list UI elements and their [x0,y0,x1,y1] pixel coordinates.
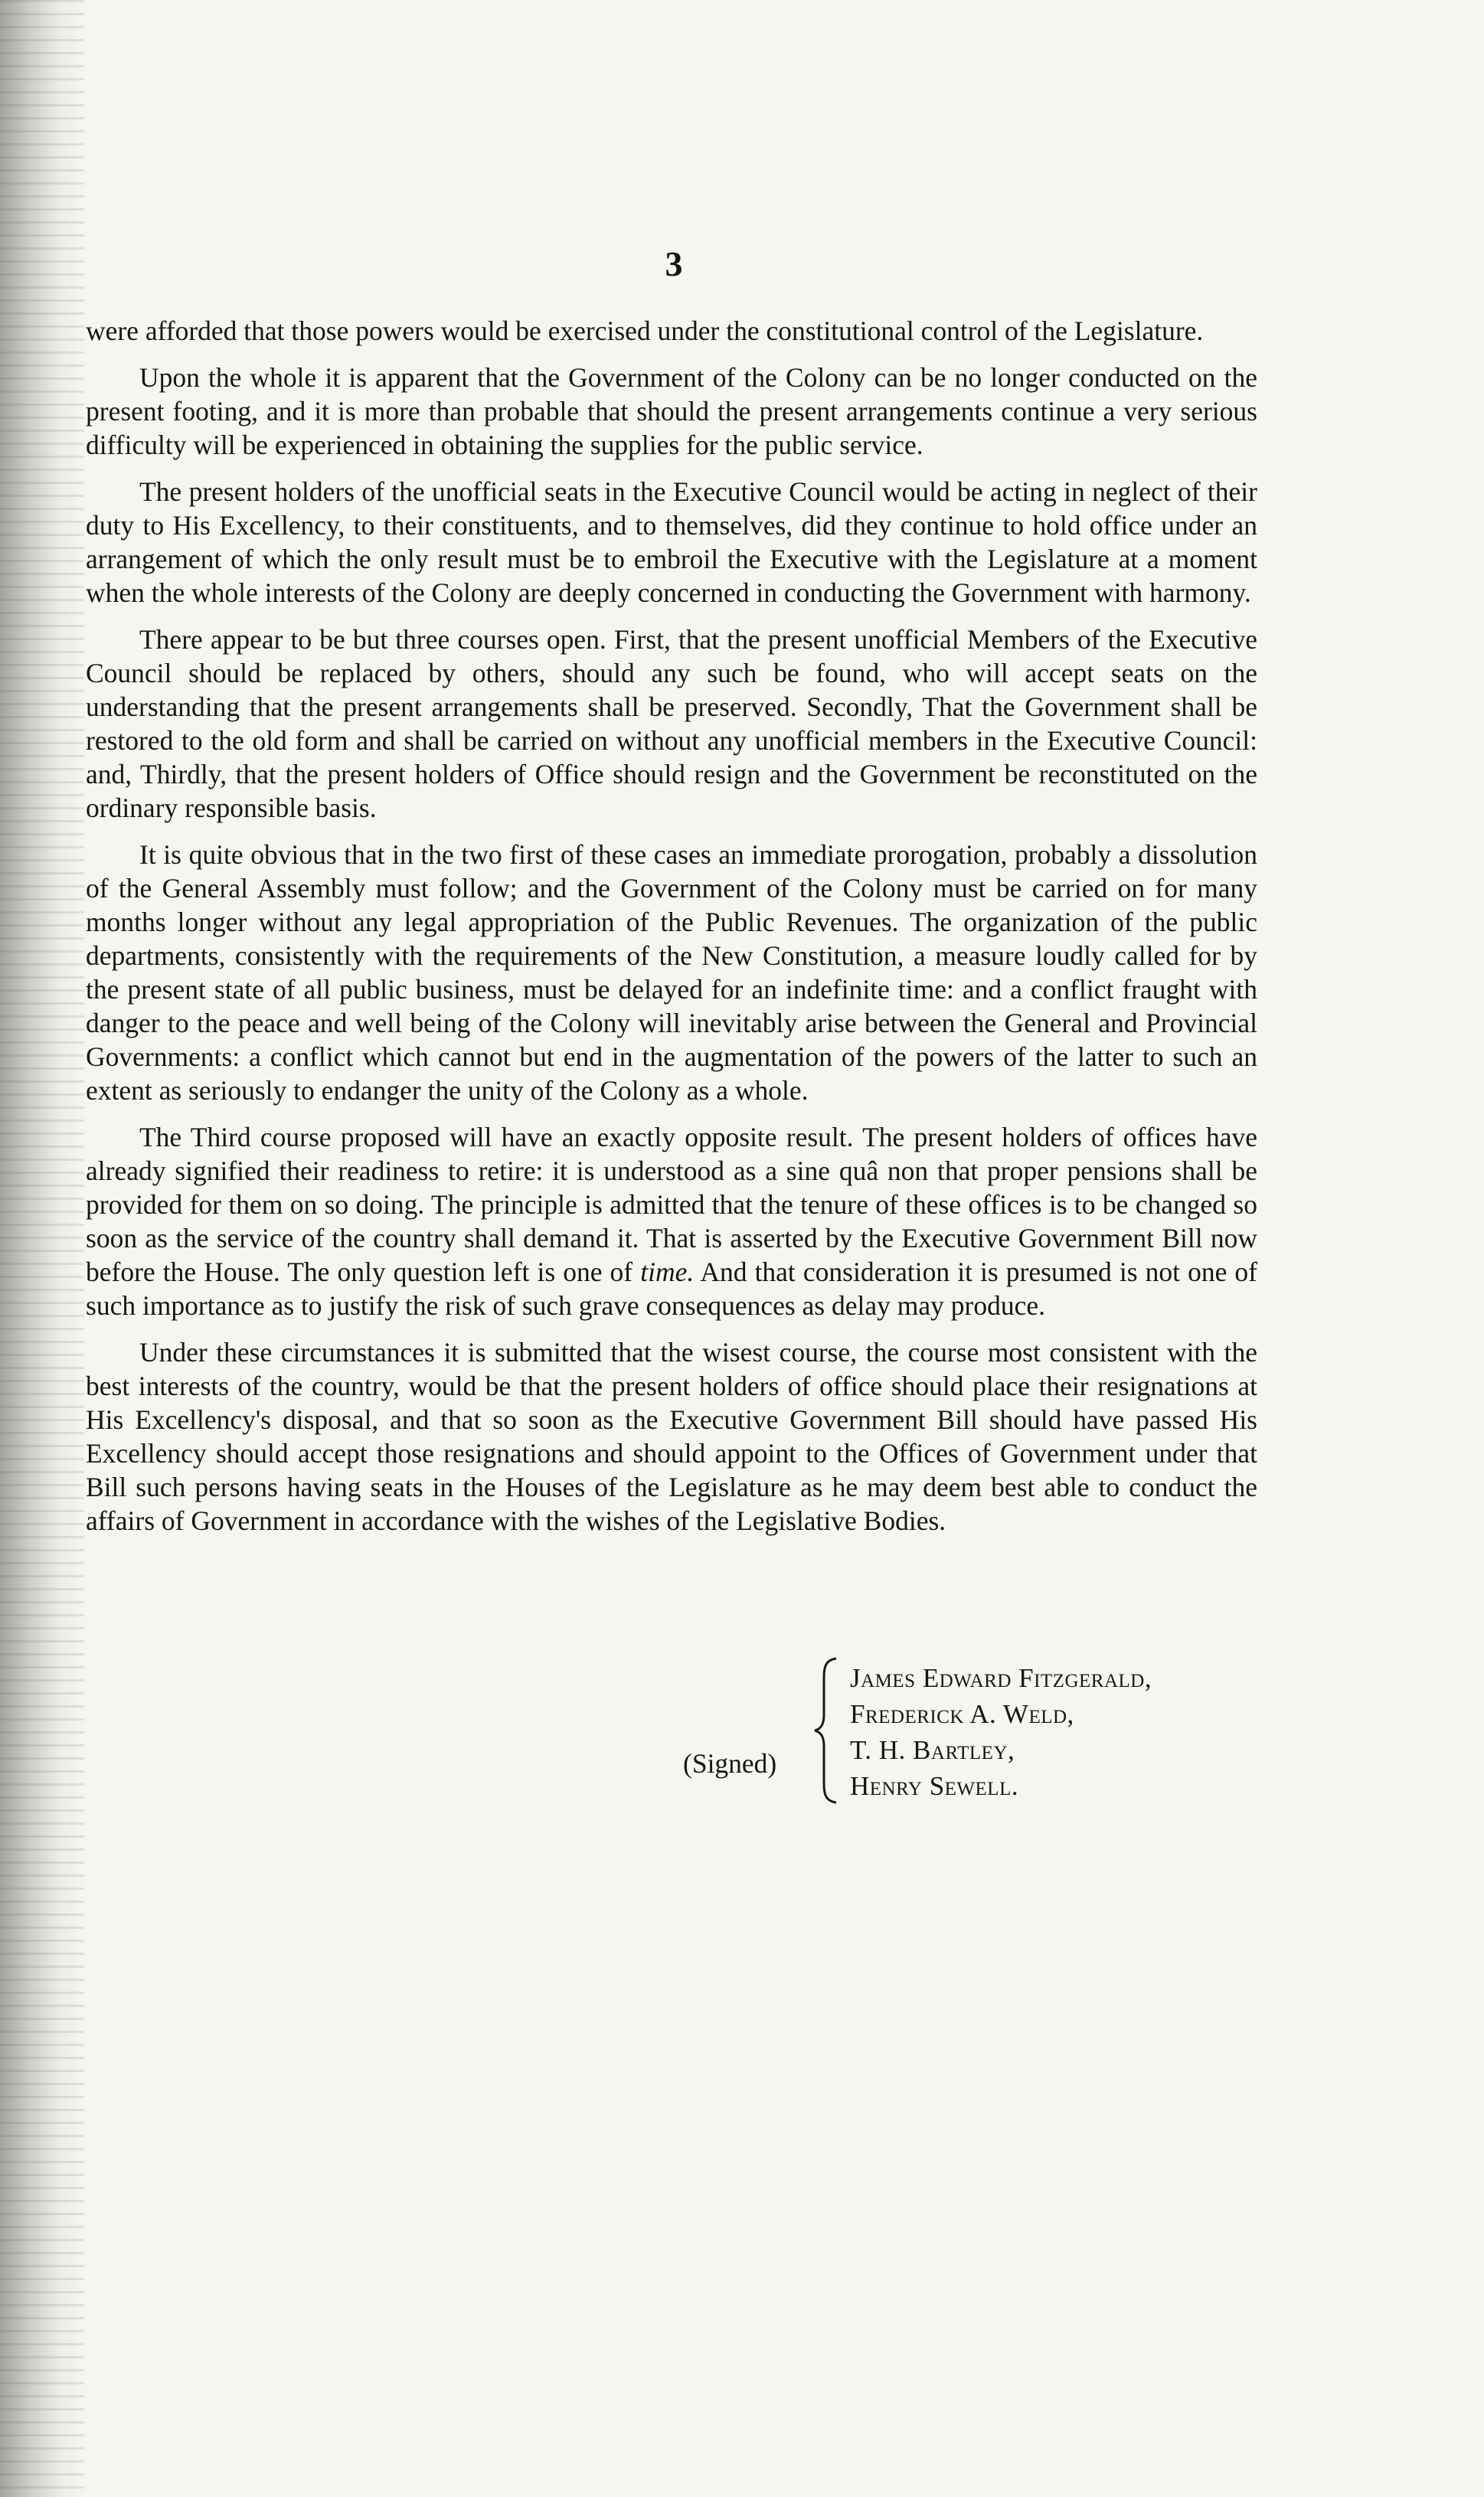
paragraph-three-courses: There appear to be but three courses open. First, that the present unofficial Members of the Executive Council should be replaced by others, should any such be found, who will accept seats on the understanding that the present arrangements shall be preserved. Secondly, That the Government shall be restored to the old form and shall be carried on without any unofficial members in the Executive Council: and, Thirdly, that the present holders of Office should resign and the Government be reconstituted on the ordinary responsible basis. [86,624,1257,823]
signatory-name: Henry Sewell. [850,1771,1019,1801]
paragraph-continuation: were afforded that those powers would be exercised under the constitutional control of the Legislature. [86,315,1204,346]
paragraph-recommendation: Under these circumstances it is submitted that the wisest course, the course most consistent with the best interests of the country, would be that the present holders of office should place their resignations at His Excellency's disposal, and that so soon as the Executive Government Bill should have passed His Excellency should accept those resignations and should appoint to the Offices of Government under that Bill such persons having seats in the Houses of the Legislature as he may deem best able to conduct the affairs of Government in accordance with the wishes of the Legislative Bodies. [86,1337,1257,1536]
third-course-text: The Third course proposed will have an exactly opposite result. The present holders of offices have already signified their readiness to retire: it is understood as a sine quâ non that proper pensions shall be provided for them on so doing. The principle is admitted that the tenure of these offices is to be changed so soon as the service of the country shall demand it. That is asserted by the Executive Government Bill now before the House. The only question left is one of [86,1122,1257,1287]
signatories [850,1660,1152,1804]
signatory-name: T. H. Bartley, [850,1735,1015,1765]
signatory-name: James Edward Fitzgerald, [850,1663,1152,1693]
paragraph-first-two-cases: It is quite obvious that in the two first of these cases an immediate prorogation, probably a dissolution of the General Assembly must follow; and the Government of the Colony must be carried on for many months longer without any legal appropriation of the Public Revenues. The organization of the public departments, consistently with the requirements of the New Constitution, a measure loudly called for by the present state of all public business, must be delayed for an indefinite time: and a conflict fraught with danger to the peace and well being of the Colony will inevitably arise between the General and Provincial Governments: a conflict which cannot but end in the augmentation of the powers of the latter to such an extent as seriously to endanger the unity of the Colony as a whole. [86,839,1257,1106]
emphasis-time: time. [640,1257,695,1287]
paragraph-government-footing: Upon the whole it is apparent that the Government of the Colony can be no longer conducted on the present footing, and it is more than probable that should the present arrangements continue a very serious difficulty will be experienced in obtaining the supplies for the public service. [86,362,1257,460]
signatory-name: Frederick A. Weld, [850,1699,1074,1729]
paragraph-unofficial-seats: The present holders of the unofficial seats in the Executive Council would be acting in neglect of their duty to His Excellency, to their constituents, and to themselves, did they continue to hold office under an arrangement of which the only result must be to embroil the Executive with the Legislature at a moment when the whole interests of the Colony are deeply concerned in conducting the Government with harmony. [86,476,1257,608]
signed-label: (Signed) [683,1748,777,1779]
document-body [86,314,1257,1551]
paragraph-third-course [86,1120,1257,1322]
signature-brace [810,1655,841,1806]
third-course-text-end: And that consideration it is presumed is not one of such importance as to justify the risk of such grave consequences as delay may produce. [86,1257,1257,1321]
scanned-page-edge [0,0,84,2497]
page-number: 3 [665,244,683,283]
